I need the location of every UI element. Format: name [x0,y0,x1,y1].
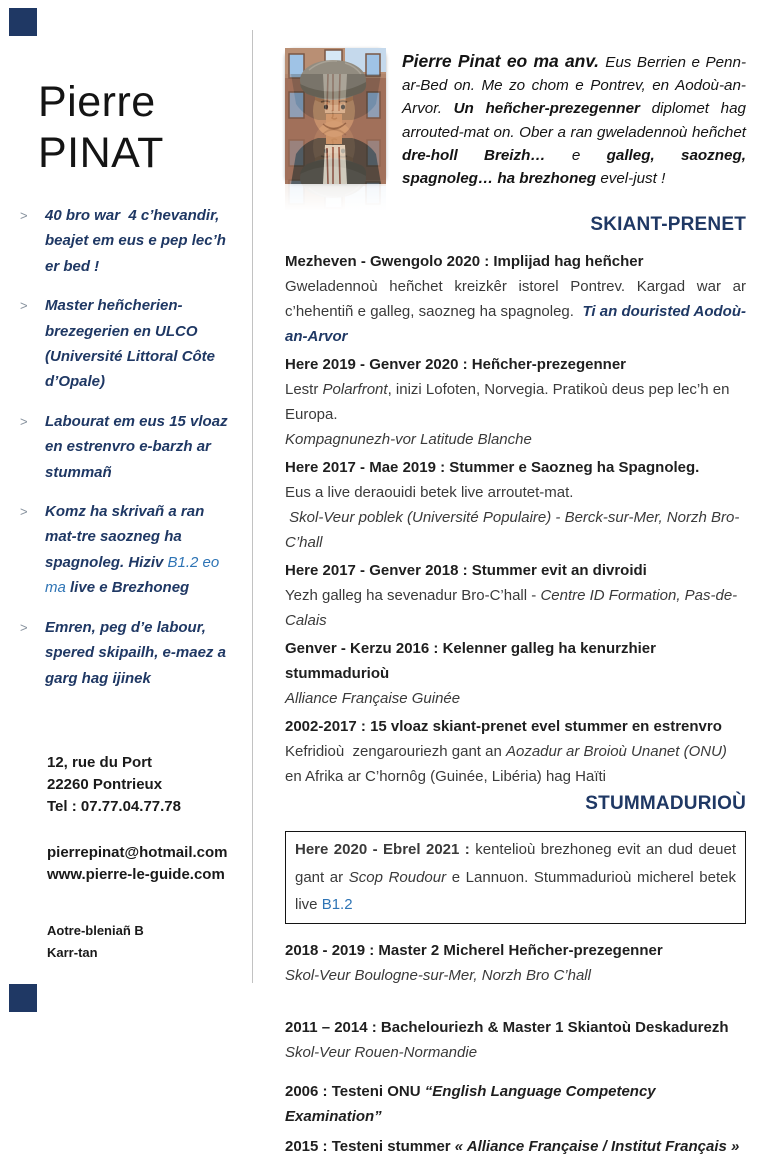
entry [285,1134,746,1159]
text-segment: Here 2017 - Mae 2019 : Stummer e Saozneg ha Spagnoleg. [285,459,700,476]
entry-paragraph [285,274,751,349]
text-line: 22260 Pontrieux [47,776,163,793]
text-segment: dre-holl Breizh… [402,146,546,164]
text-segment: Pierre Pinat eo ma anv. [402,51,606,71]
section-experience [285,214,751,789]
entry-title [285,938,746,963]
text-segment: « Alliance Française / Institut Français » [454,1137,740,1155]
highlight-item [20,615,240,691]
text-segment: galleg, saozneg, spagnoleg… ha brezhoneg [402,146,751,188]
entry-title [285,636,746,686]
entry-title [285,1134,746,1159]
highlight-item [20,499,240,601]
boxed-entry [285,831,746,924]
text-line: www.pierre-le-guide.com [47,866,225,883]
text-segment: Yezh galleg ha sevenadur Bro-C’hall - [285,587,541,604]
text-segment: B1.2 eo ma [45,553,224,597]
entry [285,558,746,633]
entry-paragraph [285,583,746,633]
section-heading-experience: SKIANT-PRENET [590,214,746,235]
header-row [285,48,751,210]
entry [285,714,746,789]
text-segment: Mezheven - Gwengolo 2020 : Implijad hag heñcher [285,253,644,270]
entry-paragraph [285,427,746,452]
entry-paragraph [285,963,746,988]
text-segment: Skol-Veur Boulogne-sur-Mer, Norzh Bro C’hall [285,966,591,984]
section-education [285,793,746,1159]
chevron-right-icon: > [20,413,28,429]
entry-title [285,249,746,274]
text-segment: 2015 : Testeni stummer [285,1137,455,1155]
contact-block [47,842,228,886]
text-segment: Un heñcher-prezegenner [453,100,640,118]
entry-paragraph [285,505,746,555]
entry-title [285,558,746,583]
sidebar [0,0,252,1019]
highlights-list [20,203,240,705]
text-segment: Gweladennoù heñchet kreizkêr istorel Pontrev. Kargad war ar c’hehentiñ e galleg, saozneg ha spagnoleg. [285,278,751,320]
text-segment: 2011 – 2014 : Bachelouriezh & Master 1 Skiantoù Deskadurezh [285,1018,729,1036]
text-line: Aotre-bleniañ B [47,923,144,938]
text-segment: Skol-Veur poblek (Université Populaire) - Berck-sur-Mer, Norzh Bro-C’hall [285,509,740,551]
text-segment: e Lannuon. Stummadurioù micherel betek live [295,868,741,913]
entry [285,636,746,711]
highlight-text [45,499,240,601]
text-segment: 2006 : Testeni ONU [285,1082,425,1100]
entry [285,455,746,555]
highlight-item [20,409,240,485]
column-divider [252,30,253,983]
chevron-right-icon: > [20,504,28,520]
text-segment: Lestr [285,381,323,398]
text-segment: Polarfront [322,381,388,398]
text-line: Karr-tan [47,945,98,960]
text-line: Tel : 07.77.04.77.78 [47,798,181,815]
licence-block [47,920,144,964]
text-segment: Heñcher-prezegenner [508,941,663,959]
chevron-right-icon: > [20,619,28,635]
text-segment: kentelioù brezhoneg evit an dud deuet gant ar [295,841,741,886]
section-heading-education: STUMMADURIOÙ [585,793,746,814]
entry-paragraph [285,480,746,505]
highlight-text [45,203,240,279]
text-segment: Emren, peg d’e labour, spered skipailh, e-maez a garg hag ijinek [45,618,231,687]
entry [285,352,746,452]
text-segment: “English Language Competency Examination” [285,1082,660,1125]
entry [285,249,751,349]
text-segment: Centre ID Formation, Pas-de-Calais [285,587,738,629]
text-segment: Skol-Veur Rouen-Normandie [285,1043,478,1061]
text-segment: Genver - Kerzu 2016 : Kelenner galleg ha kenurzhier stummadurioù [285,640,661,682]
text-segment: live e Brezhoneg [70,579,190,597]
chevron-right-icon: > [20,208,28,223]
text-segment: Scop Roudour [348,868,447,886]
highlight-text [45,409,240,485]
address-block [47,752,181,818]
text-segment: diplomet hag arrouted-mat on. Ober a ran gweladennoù heñchet [402,100,751,141]
text-line: pierrepinat@hotmail.com [47,844,228,861]
text-segment: en Afrika ar C’hornôg (Guinée, Libéria) hag Haïti [285,743,732,785]
profile-photo-wrap [285,48,386,210]
entry-paragraph [285,739,746,789]
main-column [285,0,751,1162]
text-segment: e [545,146,607,164]
text-segment: , inizi Lofoten, Norvegia. Pratikoù deus pep lec’h en Europa. [285,381,734,423]
text-segment: Eus Berrien e Penn-ar-Bed on. Me zo chom e Pontrev, en Aodoù-an-Arvor. [402,54,746,118]
entry-title [285,1015,746,1040]
highlight-item [20,293,240,395]
highlight-text [45,293,240,395]
text-segment: Alliance Française Guinée [285,690,461,707]
text-segment: Kompagnunezh-vor Latitude Blanche [285,431,532,448]
entry-paragraph [285,686,746,711]
entry [285,1079,746,1129]
name-first: Pierre [38,77,156,126]
entry-title [285,714,746,739]
text-segment: Labourat em eus 15 vloaz en estrenvro e-barzh ar stummañ [45,412,232,481]
entry-paragraph [285,377,746,427]
entry [285,938,746,988]
text-segment: Kefridioù zengarouriezh gant an [285,743,506,760]
intro-paragraph [402,50,751,210]
name-last: PINAT [38,128,164,177]
text-segment: Here 2020 - Ebrel 2021 : [295,841,476,858]
photo-reflection-fade [283,184,388,214]
text-segment: 2002-2017 : 15 vloaz skiant-prenet evel stummer en estrenvro [285,718,722,735]
entry-paragraph [285,1040,746,1065]
text-segment: Here 2017 - Genver 2018 : Stummer evit an divroidi [285,562,647,579]
text-segment: 40 bro war 4 c’hevandir, beajet em eus e pep lec’h er bed ! [45,207,231,275]
entry-title [285,352,746,377]
text-segment: Here 2019 - Genver 2020 : Heñcher-prezegenner [285,356,626,373]
text-segment: Aozadur ar Broioù Unanet (ONU) [505,743,727,760]
text-segment: B1.2 [321,896,353,913]
text-segment: 2018 - 2019 : Master 2 Micherel [285,941,509,959]
text-segment: Ti an douristed Aodoù-an-Arvor [285,303,746,345]
text-segment: Master heñcherien-brezegerien en ULCO (Université Littoral Côte d’Opale) [45,297,220,391]
text-line: 12, rue du Port [47,754,153,771]
entry-paragraph [295,836,741,919]
entry-title [285,455,746,480]
chevron-right-icon: > [20,298,28,314]
text-segment: Eus a live deraouidi betek live arroutet-mat. [285,484,574,501]
highlight-text [45,615,240,691]
entry [285,1015,746,1065]
name-heading [38,77,164,179]
text-segment: Komz ha skrivañ a ran mat-tre saozneg ha spagnoleg. Hiziv [45,503,209,571]
text-segment: evel-just ! [596,170,666,188]
highlight-item [20,203,240,279]
entry-title [285,1079,746,1129]
sections-root [285,214,751,1159]
